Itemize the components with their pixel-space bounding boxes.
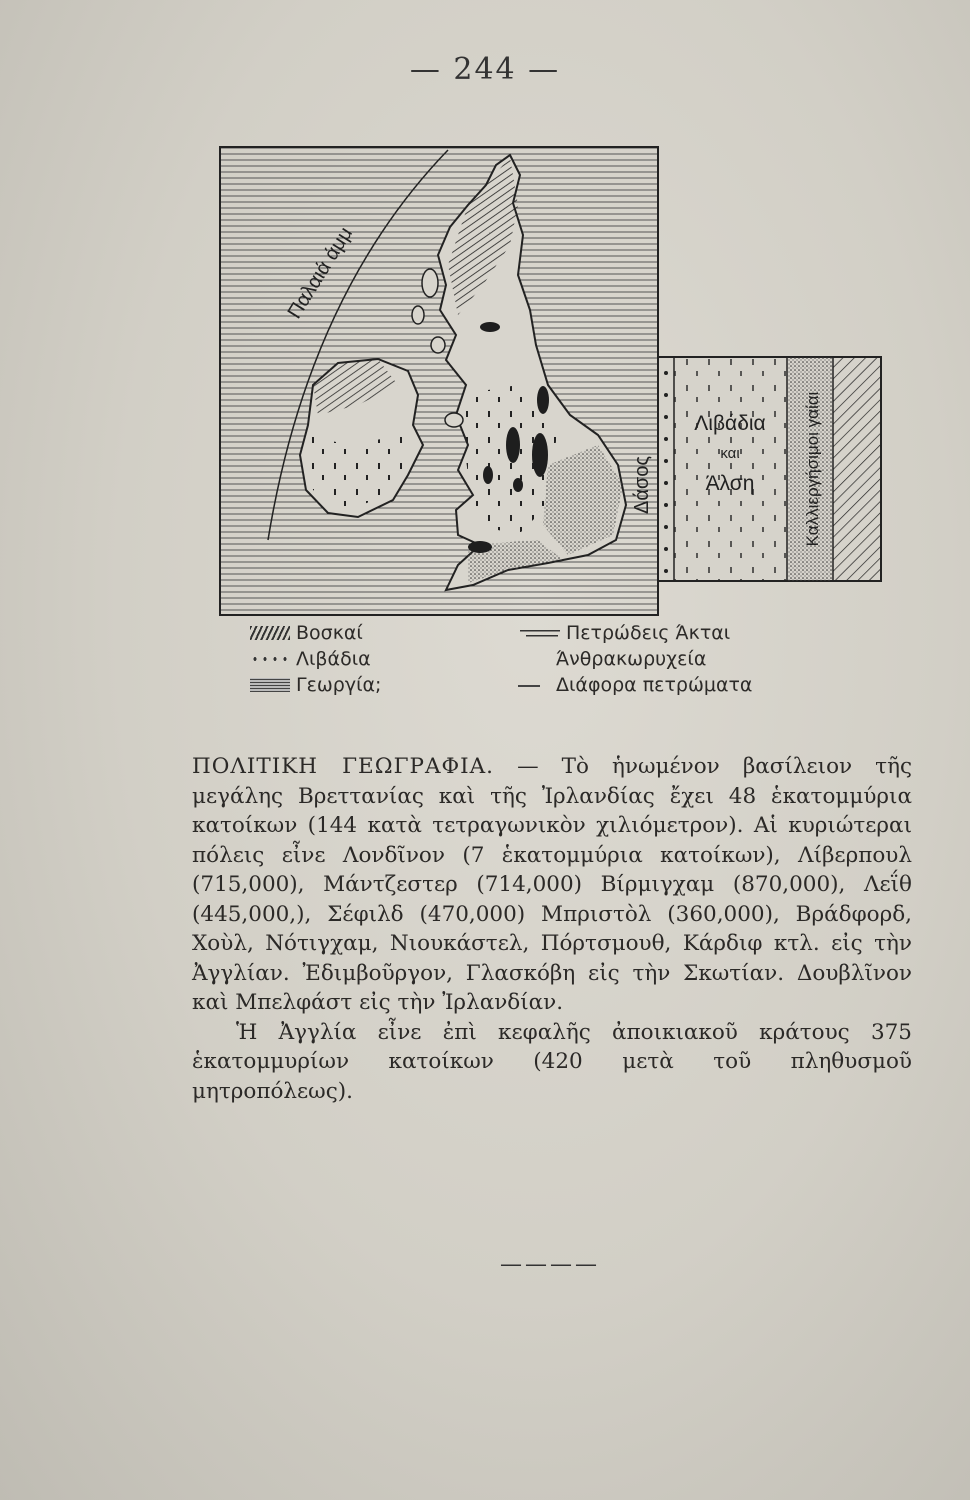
- forest-label: Δάσος: [631, 455, 653, 515]
- coal-field: [506, 427, 520, 463]
- coal-field: [468, 541, 492, 553]
- cultivated-label: Καλλιεργήσιμοι γαίαι: [803, 391, 822, 547]
- various-rocks-swatch: [510, 678, 550, 692]
- end-mark: ————: [500, 1252, 600, 1277]
- farmland-swatch: [250, 678, 290, 692]
- meadow-label-1: Λιβάδια: [694, 412, 766, 435]
- section-title: ΠΟΛΙΤΙΚΗ ΓΕΩΓΡΑΦΙΑ.: [192, 754, 494, 779]
- paragraph-1: [192, 752, 912, 1018]
- paragraph-1-text: — Τὸ ἡνωμένον βασίλειον τῆς μεγάλης Βρεττανίας καὶ τῆς Ἰρλανδίας ἔχει 48 ἑκατομμύρια κατοίκων (144 κατὰ τετραγωνικὸν χιλιόμετρον). Αἱ κυριώτεραι πόλεις εἶνε Λονδῖνον (7 ἑκατομμύρια κατοίκων), Λίβερπουλ (715,000), Μάντζεστερ (714,000) Βίρμιγχαμ (870,000), Λεΐθ (445,000,), Σέφιλδ (470,000) Μπριστὸλ (360,000), Βράδφορδ, Χοὺλ, Νότιγχαμ, Νιουκάστελ, Πόρτσμουθ, Κάρδιφ κτλ. εἰς τὴν Ἀγγλίαν. Ἐδιμβοῦργον, Γλασκόβη εἰς τὴν Σκωτίαν. Δουβλῖνον καὶ Μπελφάστ εἰς τὴν Ἰρλανδίαν.: [192, 754, 912, 1015]
- legend-rocky-coasts: Πετρώδεις Άκται: [520, 622, 730, 644]
- legend-farmland: Γεωργία;: [250, 674, 381, 696]
- land-use-map: [218, 145, 888, 625]
- coal-field: [483, 466, 493, 484]
- body-text: [192, 752, 912, 1106]
- page-number: — 244 —: [409, 52, 561, 87]
- meadow-label-2: και: [720, 445, 740, 462]
- meadow-swatch: [250, 652, 290, 666]
- pasture-swatch: [250, 626, 290, 640]
- rock-swatch: [520, 626, 560, 640]
- map-legend: [250, 622, 810, 712]
- coal-field: [532, 433, 548, 477]
- legend-pasture: Βοσκαί: [250, 622, 363, 644]
- paragraph-2: Ἡ Ἀγγλία εἶνε ἐπὶ κεφαλῆς ἀποικιακοῦ κράτους 375 ἑκατομμυρίων κατοίκων (420 μετὰ τοῦ πληθυσμοῦ μητροπόλεως).: [192, 1019, 912, 1104]
- coal-field: [537, 386, 549, 414]
- ocean-label: Παλαιά άμμ: [283, 223, 358, 323]
- meadow-label-3: Άλση: [705, 472, 755, 495]
- coal-swatch: [530, 652, 550, 666]
- coal-field: [480, 322, 500, 332]
- legend-meadow: Λιβάδια: [250, 648, 371, 670]
- legend-various-rocks: Διάφορα πετρώματα: [510, 674, 752, 696]
- coal-field: [513, 478, 523, 492]
- legend-coal-mines: Άνθρακωρυχεία: [530, 648, 706, 670]
